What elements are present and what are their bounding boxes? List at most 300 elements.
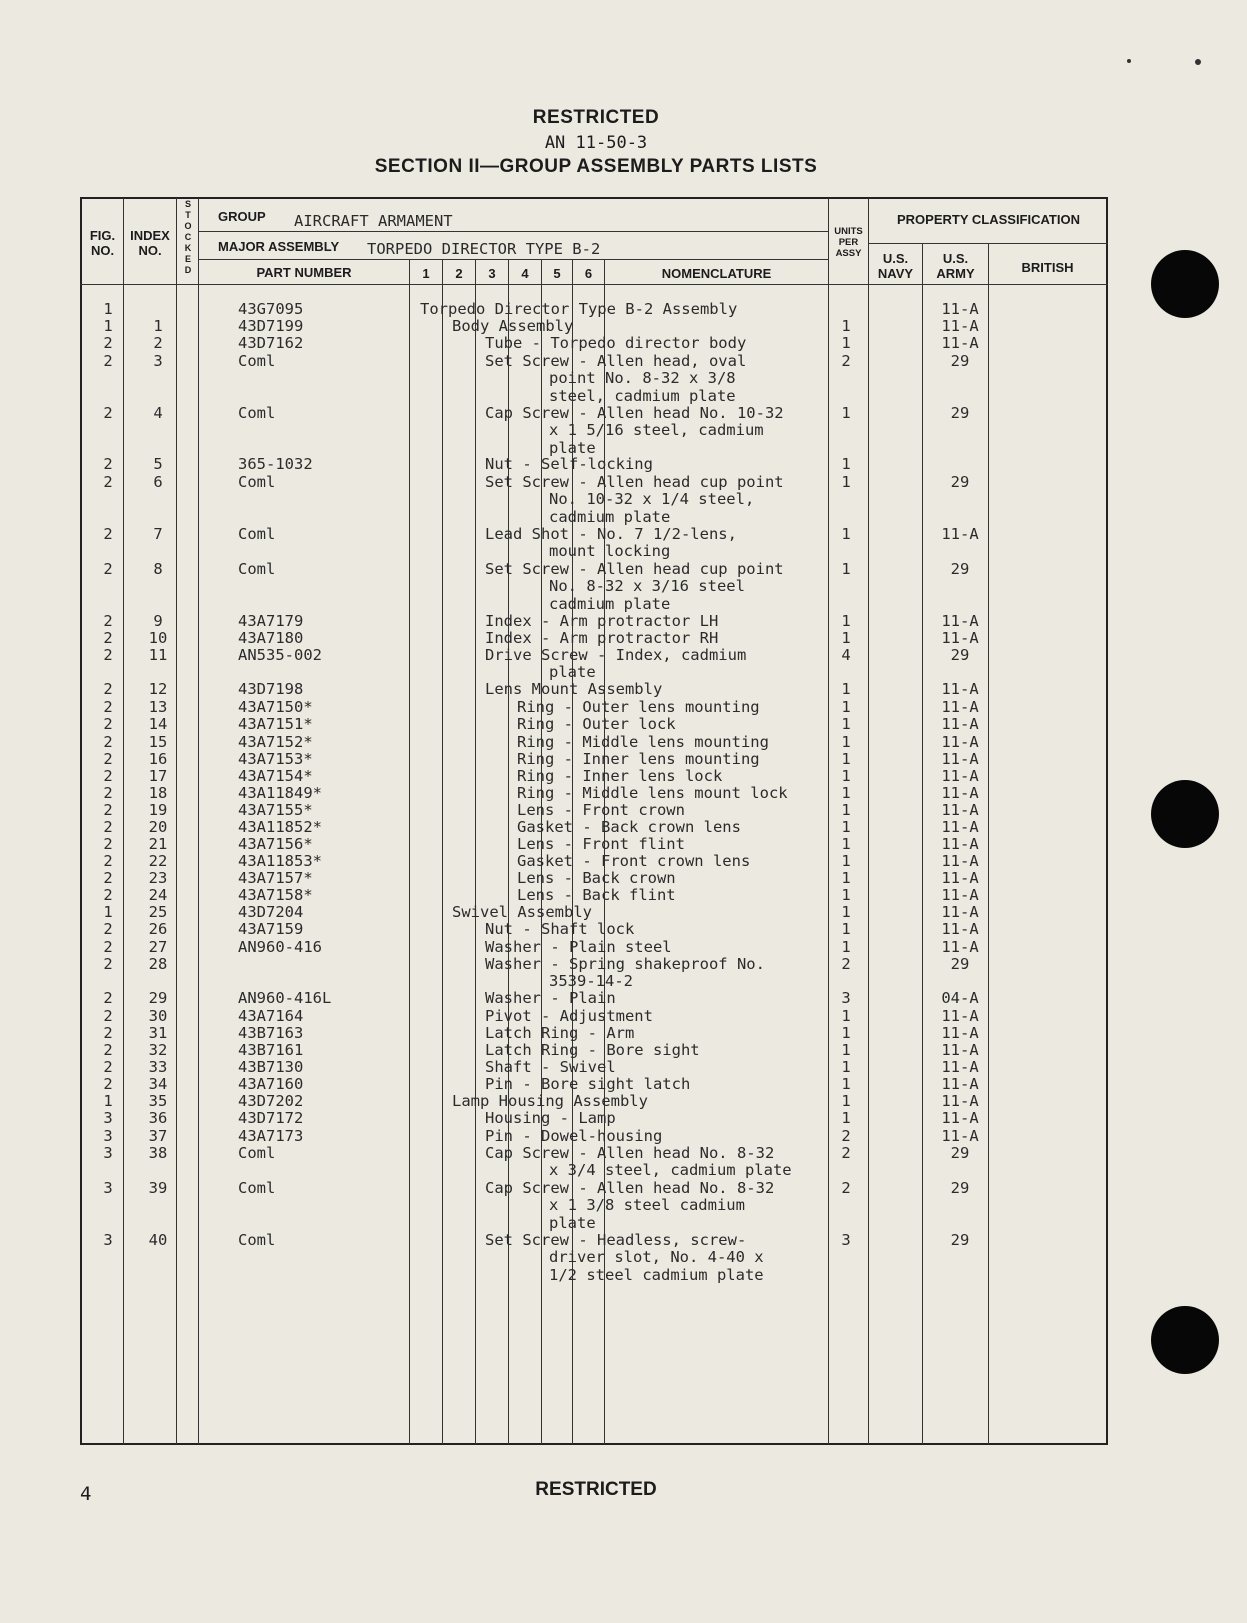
nomenclature-line: Lens - Front crown (517, 801, 685, 819)
part-number: 43D7198 (238, 680, 304, 698)
index-no: 2 (153, 334, 163, 352)
col-header-indent-3: 3 (488, 266, 496, 281)
us-army-class: 11-A (941, 1007, 979, 1025)
units-per-assy: 1 (841, 818, 851, 836)
us-army-class: 11-A (941, 869, 979, 887)
part-number: AN960-416L (238, 989, 332, 1007)
us-army-class: 29 (950, 404, 970, 422)
fig-no: 2 (103, 767, 113, 785)
table-row (0, 352, 1247, 405)
fig-no: 2 (103, 733, 113, 751)
col-header-british: BRITISH (1021, 260, 1074, 275)
header-doc-number: AN 11-50-3 (544, 133, 648, 153)
index-no: 30 (148, 1007, 168, 1025)
units-per-assy: 1 (841, 680, 851, 698)
table-row (0, 716, 1247, 734)
fig-no: 2 (103, 715, 113, 733)
index-no: 23 (148, 869, 168, 887)
nomenclature-line: Lens Mount Assembly (485, 680, 663, 698)
table-row (0, 921, 1247, 939)
rule-group (198, 231, 828, 232)
fig-no: 2 (103, 920, 113, 938)
nomenclature-line: Torpedo Director Type B-2 Assembly (420, 300, 738, 318)
nomenclature-line: Ring - Inner lens lock (517, 767, 723, 785)
nomenclature-line: Lens - Back crown (517, 869, 676, 887)
units-per-assy: 1 (841, 404, 851, 422)
part-number: 43A11852* (238, 818, 322, 836)
part-number: 43A7158* (238, 886, 313, 904)
nomenclature-line: Tube - Torpedo director body (485, 334, 747, 352)
fig-no: 2 (103, 698, 113, 716)
units-per-assy: 2 (841, 1144, 851, 1162)
fig-no: 2 (103, 1075, 113, 1093)
us-army-class: 11-A (941, 698, 979, 716)
group-value: AIRCRAFT ARMAMENT (294, 212, 453, 230)
nomenclature-line: driver slot, No. 4-40 x (549, 1248, 764, 1267)
us-army-class: 11-A (941, 733, 979, 751)
part-number: 43A7179 (238, 612, 304, 630)
fig-no: 2 (103, 1041, 113, 1059)
units-per-assy: 1 (841, 938, 851, 956)
units-per-assy: 1 (841, 525, 851, 543)
index-no: 4 (153, 404, 163, 422)
col-header-indent-5: 5 (553, 266, 561, 281)
part-number: 43A7164 (238, 1007, 304, 1025)
part-number: Coml (238, 404, 276, 422)
table-row (0, 646, 1247, 682)
us-army-class: 11-A (941, 784, 979, 802)
part-number: 43D7199 (238, 317, 304, 335)
nomenclature-line: Ring - Outer lens mounting (517, 698, 760, 716)
units-per-assy: 1 (841, 1007, 851, 1025)
nomenclature-line: Ring - Outer lock (517, 715, 676, 733)
fig-no: 2 (103, 869, 113, 887)
part-number: 43A7155* (238, 801, 313, 819)
fig-no: 2 (103, 680, 113, 698)
fig-no: 2 (103, 629, 113, 647)
nomenclature-line: Gasket - Back crown lens (517, 818, 741, 836)
nomenclature-line: 3539-14-2 (549, 972, 633, 991)
part-number: 365-1032 (238, 455, 313, 473)
index-no: 13 (148, 698, 168, 716)
nomenclature-line: Shaft - Swivel (485, 1058, 616, 1076)
fig-no: 2 (103, 473, 113, 491)
index-no: 11 (148, 646, 168, 664)
us-army-class: 29 (950, 646, 970, 664)
units-per-assy: 1 (841, 1109, 851, 1127)
group-label: GROUP (218, 209, 266, 224)
major-assembly-value: TORPEDO DIRECTOR TYPE B-2 (367, 240, 601, 258)
index-no: 27 (148, 938, 168, 956)
us-army-class: 11-A (941, 525, 979, 543)
major-assembly-label: MAJOR ASSEMBLY (218, 239, 340, 254)
us-army-class: 29 (950, 1179, 970, 1197)
index-no: 32 (148, 1041, 168, 1059)
fig-no: 2 (103, 646, 113, 664)
fig-no: 2 (103, 852, 113, 870)
index-no: 31 (148, 1024, 168, 1042)
table-row (0, 990, 1247, 1008)
units-per-assy: 1 (841, 1092, 851, 1110)
table-row (0, 1110, 1247, 1128)
fig-no: 2 (103, 1024, 113, 1042)
fig-no: 1 (103, 300, 113, 318)
nomenclature-line: Nut - Shaft lock (485, 920, 635, 938)
fig-no: 2 (103, 886, 113, 904)
col-header-property-classification: PROPERTY CLASSIFICATION (897, 212, 1080, 227)
units-per-assy: 1 (841, 473, 851, 491)
table-row (0, 681, 1247, 699)
units-per-assy: 3 (841, 1231, 851, 1249)
index-no: 19 (148, 801, 168, 819)
part-number: 43A11849* (238, 784, 322, 802)
us-army-class: 04-A (941, 989, 979, 1007)
us-army-class: 11-A (941, 1109, 979, 1127)
part-number: Coml (238, 1179, 276, 1197)
index-no: 22 (148, 852, 168, 870)
us-army-class: 11-A (941, 818, 979, 836)
units-per-assy: 1 (841, 715, 851, 733)
paper-speck (1127, 59, 1131, 63)
col-header-stocked: S T O C K E D (184, 199, 192, 275)
col-header-us-navy: U.S. NAVY (877, 251, 914, 281)
us-army-class: 11-A (941, 1058, 979, 1076)
nomenclature-line: Cap Screw - Allen head No. 8-32 (485, 1179, 775, 1197)
part-number: 43A7152* (238, 733, 313, 751)
units-per-assy: 1 (841, 629, 851, 647)
index-no: 15 (148, 733, 168, 751)
footer-restricted: RESTRICTED (535, 1479, 657, 1500)
part-number: 43B7161 (238, 1041, 304, 1059)
part-number: 43A7154* (238, 767, 313, 785)
fig-no: 1 (103, 1092, 113, 1110)
nomenclature-line: No. 8-32 x 3/16 steel (549, 577, 745, 596)
part-number: 43D7162 (238, 334, 304, 352)
rule-header-bottom (80, 284, 1108, 285)
units-per-assy: 1 (841, 767, 851, 785)
units-per-assy: 1 (841, 903, 851, 921)
fig-no: 1 (103, 903, 113, 921)
us-army-class: 11-A (941, 767, 979, 785)
us-army-class: 11-A (941, 835, 979, 853)
nomenclature-line: Ring - Inner lens mounting (517, 750, 760, 768)
us-army-class: 29 (950, 560, 970, 578)
index-no: 26 (148, 920, 168, 938)
nomenclature-line: Lamp Housing Assembly (452, 1092, 648, 1110)
units-per-assy: 1 (841, 852, 851, 870)
nomenclature-line: Set Screw - Headless, screw- (485, 1231, 747, 1249)
us-army-class: 11-A (941, 938, 979, 956)
us-army-class: 29 (950, 955, 970, 973)
table-row (0, 955, 1247, 991)
fig-no: 2 (103, 525, 113, 543)
index-no: 37 (148, 1127, 168, 1145)
part-number: 43A7156* (238, 835, 313, 853)
nomenclature-line: No. 10-32 x 1/4 steel, (549, 490, 755, 509)
units-per-assy: 1 (841, 733, 851, 751)
units-per-assy: 1 (841, 784, 851, 802)
us-army-class: 29 (950, 473, 970, 491)
table-row (0, 335, 1247, 353)
part-number: 43A7153* (238, 750, 313, 768)
us-army-class: 11-A (941, 612, 979, 630)
us-army-class: 11-A (941, 750, 979, 768)
index-no: 17 (148, 767, 168, 785)
col-header-indent-4: 4 (521, 266, 529, 281)
nomenclature-line: 1/2 steel cadmium plate (549, 1265, 764, 1284)
index-no: 18 (148, 784, 168, 802)
nomenclature-line: Cap Screw - Allen head No. 8-32 (485, 1144, 775, 1162)
units-per-assy: 1 (841, 560, 851, 578)
part-number: 43D7172 (238, 1109, 304, 1127)
fig-no: 2 (103, 784, 113, 802)
us-army-class: 11-A (941, 715, 979, 733)
table-row (0, 1093, 1247, 1111)
part-number: 43A7159 (238, 920, 304, 938)
index-no: 36 (148, 1109, 168, 1127)
index-no: 1 (153, 317, 163, 335)
units-per-assy: 2 (841, 352, 851, 370)
us-army-class: 11-A (941, 317, 979, 335)
units-per-assy: 1 (841, 1041, 851, 1059)
units-per-assy: 3 (841, 989, 851, 1007)
fig-no: 2 (103, 612, 113, 630)
col-header-us-army: U.S. ARMY (936, 251, 975, 281)
us-army-class: 29 (950, 352, 970, 370)
units-per-assy: 1 (841, 612, 851, 630)
nomenclature-line: Set Screw - Allen head cup point (485, 560, 784, 578)
units-per-assy: 1 (841, 869, 851, 887)
units-per-assy: 1 (841, 1075, 851, 1093)
fig-no: 2 (103, 334, 113, 352)
table-row (0, 473, 1247, 526)
units-per-assy: 1 (841, 1058, 851, 1076)
us-army-class: 11-A (941, 680, 979, 698)
units-per-assy: 1 (841, 835, 851, 853)
index-no: 10 (148, 629, 168, 647)
index-no: 28 (148, 955, 168, 973)
table-row (0, 301, 1247, 319)
col-header-part-number: PART NUMBER (256, 265, 352, 280)
fig-no: 2 (103, 560, 113, 578)
header-section-title: SECTION II—GROUP ASSEMBLY PARTS LISTS (374, 156, 818, 177)
nomenclature-line: Set Screw - Allen head cup point (485, 473, 784, 491)
part-number: Coml (238, 473, 276, 491)
fig-no: 2 (103, 938, 113, 956)
nomenclature-line: Ring - Middle lens mounting (517, 733, 769, 751)
us-army-class: 11-A (941, 1075, 979, 1093)
nomenclature-line: Body Assembly (452, 317, 574, 335)
nomenclature-line: Washer - Plain steel (485, 938, 672, 956)
us-army-class: 11-A (941, 886, 979, 904)
paper-speck (1195, 59, 1201, 65)
part-number: 43G7095 (238, 300, 304, 318)
table-row (0, 887, 1247, 905)
part-number: 43B7130 (238, 1058, 304, 1076)
units-per-assy: 1 (841, 455, 851, 473)
table-row (0, 525, 1247, 561)
part-number: Coml (238, 1231, 276, 1249)
part-number: 43A7150* (238, 698, 313, 716)
nomenclature-line: plate (549, 663, 596, 682)
fig-no: 2 (103, 750, 113, 768)
units-per-assy: 2 (841, 1127, 851, 1145)
index-no: 35 (148, 1092, 168, 1110)
part-number: Coml (238, 525, 276, 543)
header-restricted: RESTRICTED (532, 107, 660, 128)
nomenclature-line: Latch Ring - Arm (485, 1024, 635, 1042)
table-row (0, 456, 1247, 474)
nomenclature-line: Set Screw - Allen head, oval (485, 352, 747, 370)
index-no: 3 (153, 352, 163, 370)
nomenclature-line: Lens - Front flint (517, 835, 685, 853)
nomenclature-line: x 3/4 steel, cadmium plate (549, 1161, 792, 1180)
table-row (0, 560, 1247, 613)
nomenclature-line: Index - Arm protractor LH (485, 612, 719, 630)
nomenclature-line: Pivot - Adjustment (485, 1007, 653, 1025)
part-number: 43A7173 (238, 1127, 304, 1145)
col-header-fig-no: FIG. NO. (89, 228, 116, 258)
index-no: 9 (153, 612, 163, 630)
units-per-assy: 4 (841, 646, 851, 664)
units-per-assy: 2 (841, 955, 851, 973)
units-per-assy: 1 (841, 801, 851, 819)
part-number: 43A7160 (238, 1075, 304, 1093)
index-no: 16 (148, 750, 168, 768)
units-per-assy: 1 (841, 334, 851, 352)
index-no: 14 (148, 715, 168, 733)
index-no: 38 (148, 1144, 168, 1162)
us-army-class: 11-A (941, 629, 979, 647)
fig-no: 2 (103, 835, 113, 853)
us-army-class: 11-A (941, 1041, 979, 1059)
us-army-class: 11-A (941, 920, 979, 938)
col-header-indent-6: 6 (584, 266, 593, 281)
index-no: 29 (148, 989, 168, 1007)
us-army-class: 11-A (941, 334, 979, 352)
index-no: 12 (148, 680, 168, 698)
col-header-indent-2: 2 (455, 266, 463, 281)
part-number: AN960-416 (238, 938, 322, 956)
table-row (0, 1231, 1247, 1284)
part-number: 43A7157* (238, 869, 313, 887)
part-number: 43D7204 (238, 903, 304, 921)
footer-page-number: 4 (80, 1483, 92, 1505)
fig-no: 2 (103, 1007, 113, 1025)
fig-no: 2 (103, 801, 113, 819)
us-army-class: 11-A (941, 801, 979, 819)
index-no: 5 (153, 455, 163, 473)
part-number: 43B7163 (238, 1024, 304, 1042)
fig-no: 3 (103, 1179, 113, 1197)
us-army-class: 29 (950, 1231, 970, 1249)
index-no: 7 (153, 525, 163, 543)
us-army-class: 11-A (941, 903, 979, 921)
binder-hole-bottom (1151, 1306, 1219, 1374)
fig-no: 3 (103, 1109, 113, 1127)
fig-no: 2 (103, 955, 113, 973)
units-per-assy: 1 (841, 698, 851, 716)
units-per-assy: 2 (841, 1179, 851, 1197)
us-army-class: 11-A (941, 1024, 979, 1042)
table-row (0, 1042, 1247, 1060)
nomenclature-line: Index - Arm protractor RH (485, 629, 719, 647)
nomenclature-line: point No. 8-32 x 3/8 (549, 369, 736, 388)
nomenclature-line: Gasket - Front crown lens (517, 852, 751, 870)
units-per-assy: 1 (841, 1024, 851, 1042)
part-number: Coml (238, 352, 276, 370)
nomenclature-line: cadmium plate (549, 507, 671, 526)
part-number: 43A7151* (238, 715, 313, 733)
nomenclature-line: cadmium plate (549, 594, 671, 613)
index-no: 21 (148, 835, 168, 853)
units-per-assy: 1 (841, 750, 851, 768)
col-header-units-per-assy: UNITS PER ASSY (834, 226, 863, 259)
rule-major-assembly (198, 259, 828, 260)
rule-property (868, 243, 1108, 244)
index-no: 20 (148, 818, 168, 836)
units-per-assy: 1 (841, 886, 851, 904)
fig-no: 2 (103, 1058, 113, 1076)
index-no: 33 (148, 1058, 168, 1076)
nomenclature-line: Lead Shot - No. 7 1/2-lens, (485, 525, 737, 543)
fig-no: 1 (103, 317, 113, 335)
col-header-nomenclature: NOMENCLATURE (661, 266, 772, 281)
nomenclature-line: x 1 5/16 steel, cadmium (549, 421, 764, 440)
part-number: AN535-002 (238, 646, 322, 664)
table-row (0, 404, 1247, 457)
us-army-class: 29 (950, 1144, 970, 1162)
fig-no: 3 (103, 1127, 113, 1145)
part-number: 43D7202 (238, 1092, 304, 1110)
nomenclature-line: Ring - Middle lens mount lock (517, 784, 788, 802)
nomenclature-line: Lens - Back flint (517, 886, 676, 904)
nomenclature-line: Pin - Dowel-housing (485, 1127, 663, 1145)
nomenclature-line: Cap Screw - Allen head No. 10-32 (485, 404, 784, 422)
fig-no: 2 (103, 455, 113, 473)
fig-no: 3 (103, 1231, 113, 1249)
part-number: 43A7180 (238, 629, 304, 647)
index-no: 8 (153, 560, 163, 578)
index-no: 25 (148, 903, 168, 921)
us-army-class: 11-A (941, 300, 979, 318)
nomenclature-line: Pin - Bore sight latch (485, 1075, 691, 1093)
nomenclature-line: Drive Screw - Index, cadmium (485, 646, 747, 664)
nomenclature-line: plate (549, 1213, 596, 1232)
fig-no: 2 (103, 989, 113, 1007)
nomenclature-line: x 1 3/8 steel cadmium (549, 1196, 745, 1215)
index-no: 6 (153, 473, 163, 491)
index-no: 40 (148, 1231, 168, 1249)
table-row (0, 1179, 1247, 1232)
us-army-class: 11-A (941, 852, 979, 870)
nomenclature-line: Latch Ring - Bore sight (485, 1041, 700, 1059)
nomenclature-line: steel, cadmium plate (549, 386, 736, 405)
index-no: 39 (148, 1179, 168, 1197)
units-per-assy: 1 (841, 317, 851, 335)
nomenclature-line: Housing - Lamp (485, 1109, 616, 1127)
part-number: 43A11853* (238, 852, 322, 870)
us-army-class: 11-A (941, 1127, 979, 1145)
fig-no: 2 (103, 818, 113, 836)
fig-no: 2 (103, 404, 113, 422)
part-number: Coml (238, 1144, 276, 1162)
table-row (0, 1144, 1247, 1180)
fig-no: 2 (103, 352, 113, 370)
nomenclature-line: mount locking (549, 542, 671, 561)
fig-no: 3 (103, 1144, 113, 1162)
us-army-class: 11-A (941, 1092, 979, 1110)
